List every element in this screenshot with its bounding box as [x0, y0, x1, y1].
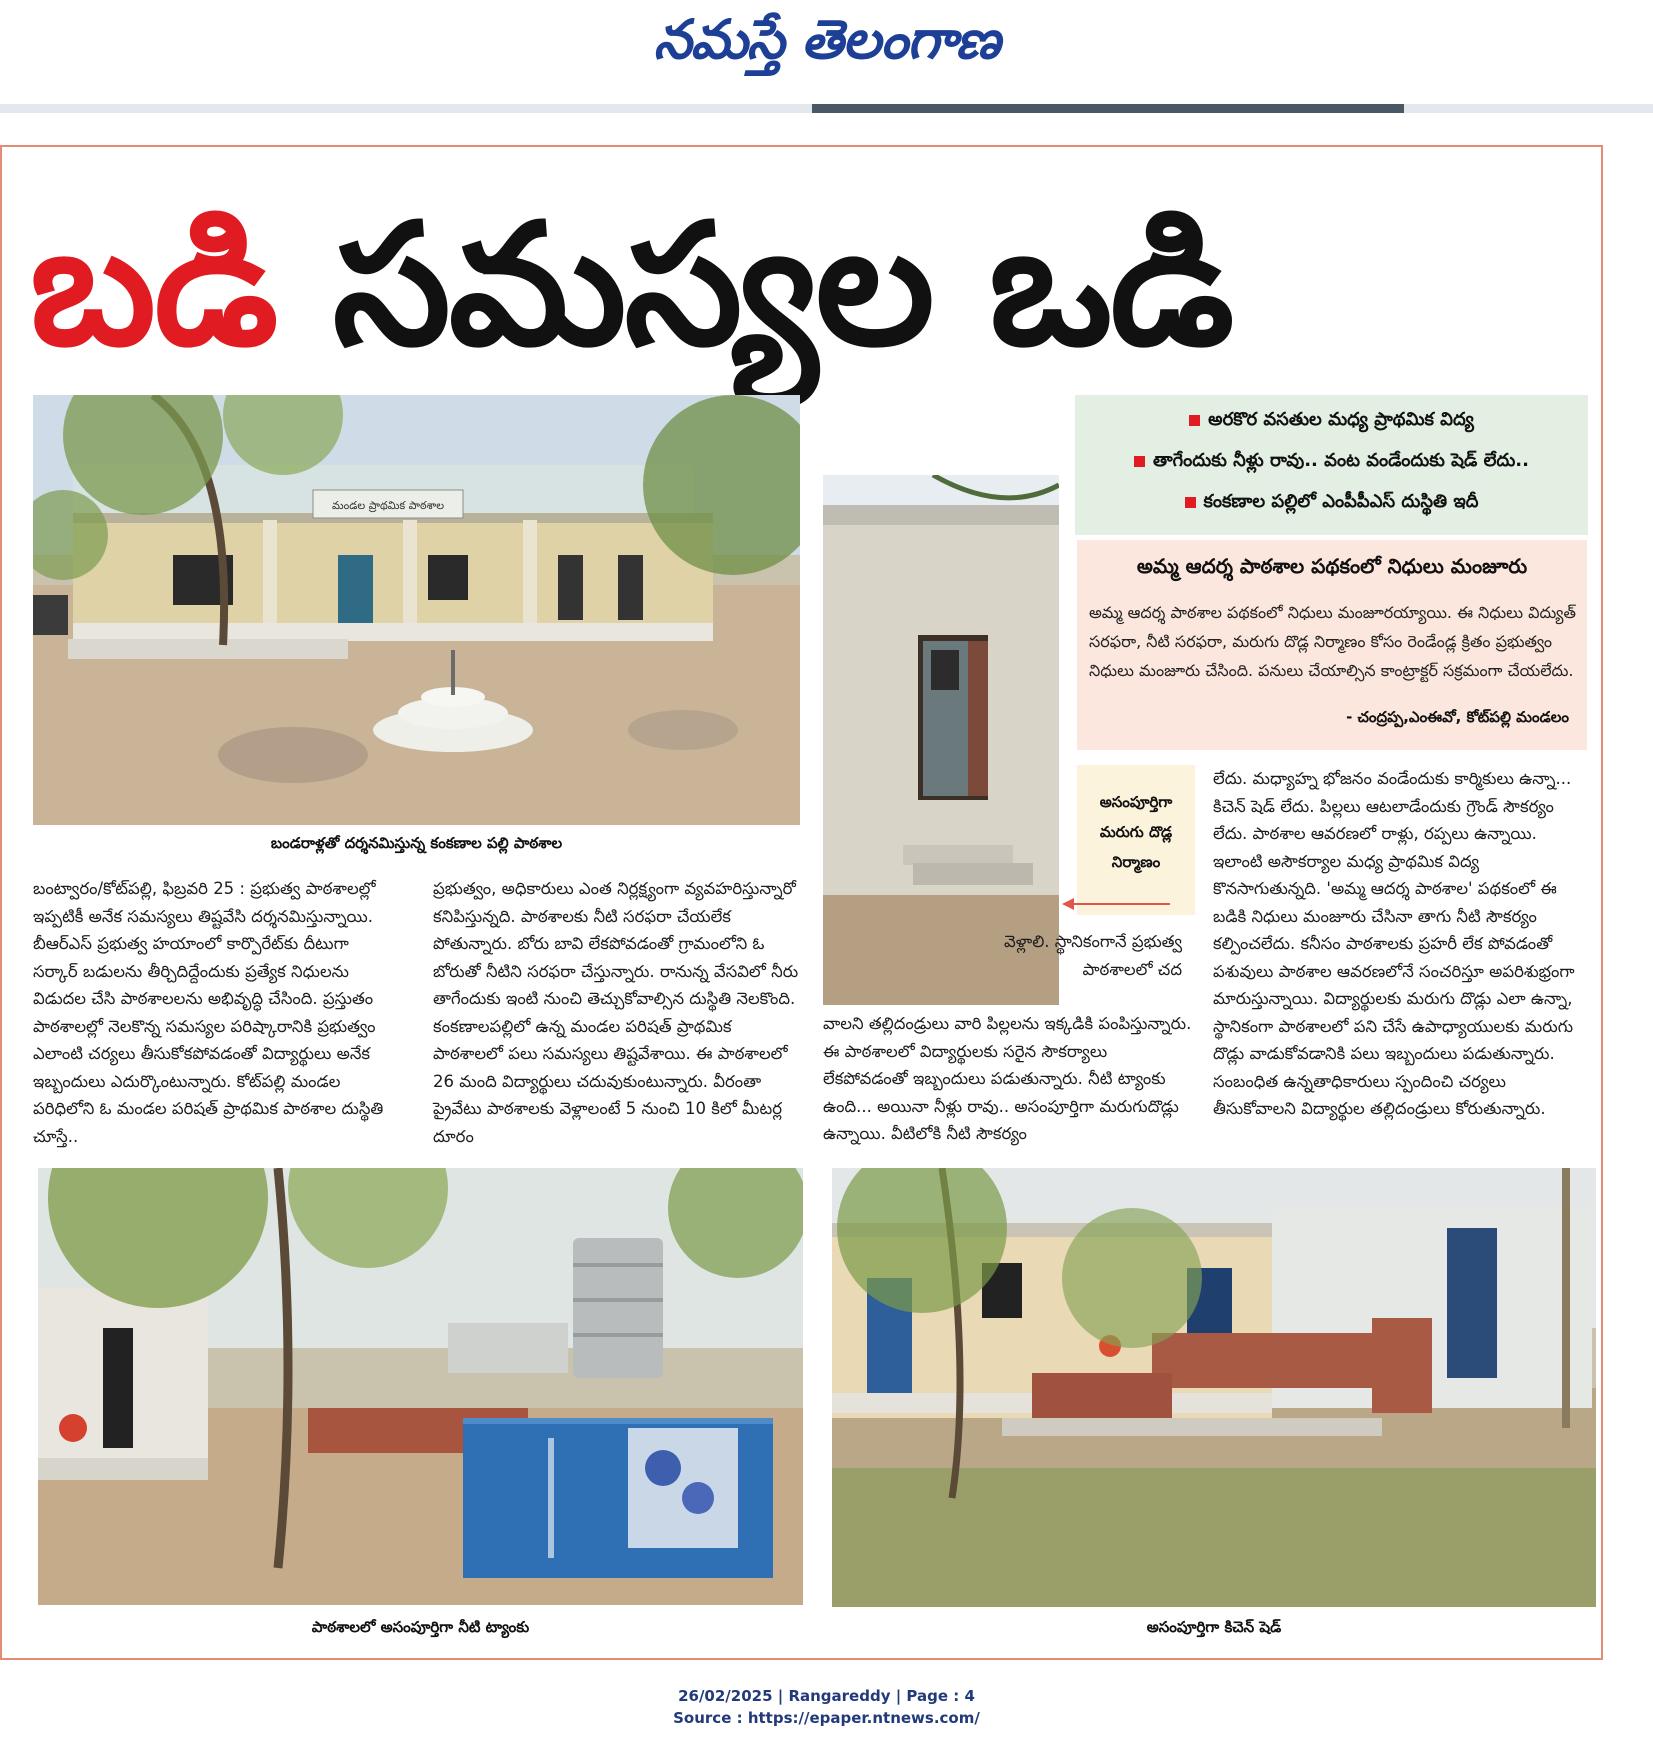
bullet-item: తాగేందుకు నీళ్లు రావు.. వంట వండేందుకు షెడ్ లేదు.. — [1075, 450, 1588, 475]
photo1-caption: బండరాళ్లతో దర్శనమిస్తున్న కంకణాల పల్లి పాఠశాల — [270, 834, 563, 852]
article-paragraph: ప్రభుత్వం, అధికారులు ఎంత నిర్లక్ష్యంగా వ్యవహరిస్తున్నారో కనిపిస్తున్నది. పాఠశాలకు నీటి సరఫరా చేయలేక పోతున్నారు. బోరు బావి లేకపోవడంతో గ్రామంలోని ఓ బోరుతో నీటిని సరఫరా చేస్తున్నారు. రానున్న వేసవిలో నీరు తాగేందుకు ఇంటి నుంచి తెచ్చుకోవాల్సిన దుస్థితి నెలకొంది. కంకణాలపల్లిలో ఉన్న మండల పరిషత్ ప్రాథమిక పాఠశాలలో పలు సమస్యలు తిష్టవేశాయి. ఈ పాఠశాలలో 26 మంది విద్యార్థులు చదువుకుంటున్నారు. వీరంతా ప్రైవేటు పాఠశాలకు వెళ్లాలంటే 5 నుంచి 10 కిలో మీటర్ల దూరం — [433, 879, 799, 1146]
photo3-caption: పాఠశాలలో అసంపూర్తిగా నీటి ట్యాంకు — [311, 1618, 530, 1636]
quote-box-body: అమ్మ ఆదర్శ పాఠశాల పథకంలో నిధులు మంజూరయ్యాయి. ఈ నిధులు విద్యుత్ సరఫరా, నీటి సరఫరా, మరుగు దొడ్ల నిర్మాణం కోసం రెండేండ్ల క్రితం ప్రభుత్వం నిధులు మంజూరు చేసింది. పనులు చేయాల్సిన కాంట్రాక్టర్ సక్రమంగా చేయలేదు. — [1089, 603, 1576, 680]
headline-red: బడి — [30, 187, 333, 383]
callout-arrow-icon — [1060, 897, 1175, 911]
article-paragraph: వాలని తల్లిదండ్రులు వారి పిల్లలను ఇక్కడికి పంపిస్తున్నారు. ఈ పాఠశాలలో విద్యార్థులకు సరైన సౌకర్యాలు లేకపోవడంతో ఇబ్బందులు పడుతున్నారు. నీటి ట్యాంకు ఉంది... అయినా నీళ్లు రావు.. అసంపూర్తిగా మరుగుదొడ్లు ఉన్నాయి. వీటిలోకి నీటి సౌకర్యం — [823, 1014, 1192, 1143]
masthead — [0, 0, 1653, 100]
quote-box-author: - చంద్రప్ప,ఎంఈవో, కోట్‌పల్లి మండలం — [1346, 708, 1569, 726]
bullet-item: కంకణాల పల్లిలో ఎంపీపీఎస్ దుస్థితి ఇదీ — [1075, 491, 1588, 516]
headline-black: సమస్యల ఒడి — [332, 187, 1233, 383]
footer-date-line: 26/02/2025 | Rangareddy | Page : 4 — [678, 1687, 975, 1705]
summary-bullets — [1075, 395, 1588, 535]
school-building-photo — [33, 395, 800, 825]
headline — [30, 175, 1600, 395]
quote-box-heading: అమ్మ ఆదర్శ పాఠశాల పథకంలో నిధులు మంజూరు — [1136, 554, 1528, 578]
article-paragraph: లేదు. మధ్యాహ్న భోజనం వండేందుకు కార్మికులు ఉన్నా... కిచెన్ షెడ్ లేదు. పిల్లలు ఆటలాడేందుకు గ్రౌండ్ సౌకర్యం లేదు. పాఠశాల ఆవరణలో రాళ్లు, రప్పలు ఉన్నాయి. ఇలాంటి అసౌకర్యాల మధ్య ప్రాథమిక విద్య కొనసాగుతున్నది. 'అమ్మ ఆదర్శ పాఠశాల' పథకంలో ఈ బడికి నిధులు మంజూరు చేసినా తాగు నీటి సౌకర్యం కల్పించలేదు. కనీసం పాఠశాలకు ప్రహరీ లేక పోవడంతో పశువులు పాఠశాల ఆవరణలోనే సంచరిస్తూ అపరిశుభ్రంగా మారుస్తున్నాయి. విద్యార్థులకు మరుగు దొడ్లు ఎలా ఉన్నా, స్థానికంగా పాఠశాలలో పని చేసే ఉపాధ్యాయులకు మరుగు దొడ్లు వాడుకోవడానికి పలు ఇబ్బందులు పడుతున్నారు. సంబంధిత ఉన్నతాధికారులు స్పందించి చర్యలు తీసుకోవాలని విద్యార్థుల తల్లిదండ్రులు కోరుతున్నారు. — [1213, 769, 1575, 1118]
article-column-3-top — [942, 928, 1182, 983]
water-tank-photo — [38, 1168, 803, 1605]
bullet-square-icon — [1189, 415, 1200, 426]
article-column-4 — [1213, 765, 1591, 1123]
article-column-2 — [433, 875, 799, 1150]
article-column-1 — [33, 875, 398, 1150]
footer-source-line: Source : https://epaper.ntnews.com/ — [673, 1709, 980, 1727]
callout-line: నిర్మాణం — [1111, 853, 1161, 871]
article-paragraph: వెళ్లాలి. స్థానికంగానే ప్రభుత్వ పాఠశాలలో చద — [1004, 932, 1182, 979]
masthead-rule-accent — [812, 104, 1404, 113]
callout-line: మరుగు దొడ్ల — [1099, 823, 1173, 841]
newspaper-logo: నమస్తే తెలంగాణ — [653, 8, 1000, 71]
article-column-3 — [823, 1010, 1193, 1148]
toilet-building-photo — [823, 475, 1059, 1005]
article-paragraph: బంట్వారం/కోట్‌పల్లి, ఫిబ్రవరి 25 : ప్రభుత్వ పాఠశాలల్లో ఇప్పటికీ అనేక సమస్యలు తిష్టవేసి దర్శనమిస్తున్నాయి. బీఆర్‌ఎస్ ప్రభుత్వ హయాంలో కార్పొరేట్‌కు దీటుగా సర్కార్ బడులను తీర్చిదిద్దేందుకు ప్రత్యేక నిధులను విడుదల చేసి పాఠశాలలను అభివృద్ధి చేసింది. ప్రస్తుతం పాఠశాలల్లో నెలకొన్న సమస్యల పరిష్కారానికి ప్రభుత్వం ఎలాంటి చర్యలు తీసుకోకపోవడంతో విద్యార్థులు అనేక ఇబ్బందులు ఎదుర్కొంటున్నారు. కోట్‌పల్లి మండల పరిధిలోని ఓ మండల పరిషత్ ప్రాథమిక పాఠశాల దుస్థితి చూస్తే.. — [33, 879, 384, 1146]
bullet-item: అరకొర వసతుల మధ్య ప్రాథమిక విద్య — [1075, 409, 1588, 434]
kitchen-shed-photo — [832, 1168, 1596, 1607]
official-quote-box — [1077, 540, 1587, 750]
school-sign-text: మండల ప్రాథమిక పాఠశాల — [332, 499, 444, 512]
toilet-callout — [1077, 765, 1195, 915]
bullet-square-icon — [1185, 497, 1196, 508]
bullet-square-icon — [1134, 456, 1145, 467]
callout-line: అసంపూర్తిగా — [1099, 793, 1173, 811]
page-footer — [0, 1685, 1653, 1729]
photo4-caption: అసంపూర్తిగా కిచెన్ షెడ్ — [1146, 1618, 1282, 1636]
